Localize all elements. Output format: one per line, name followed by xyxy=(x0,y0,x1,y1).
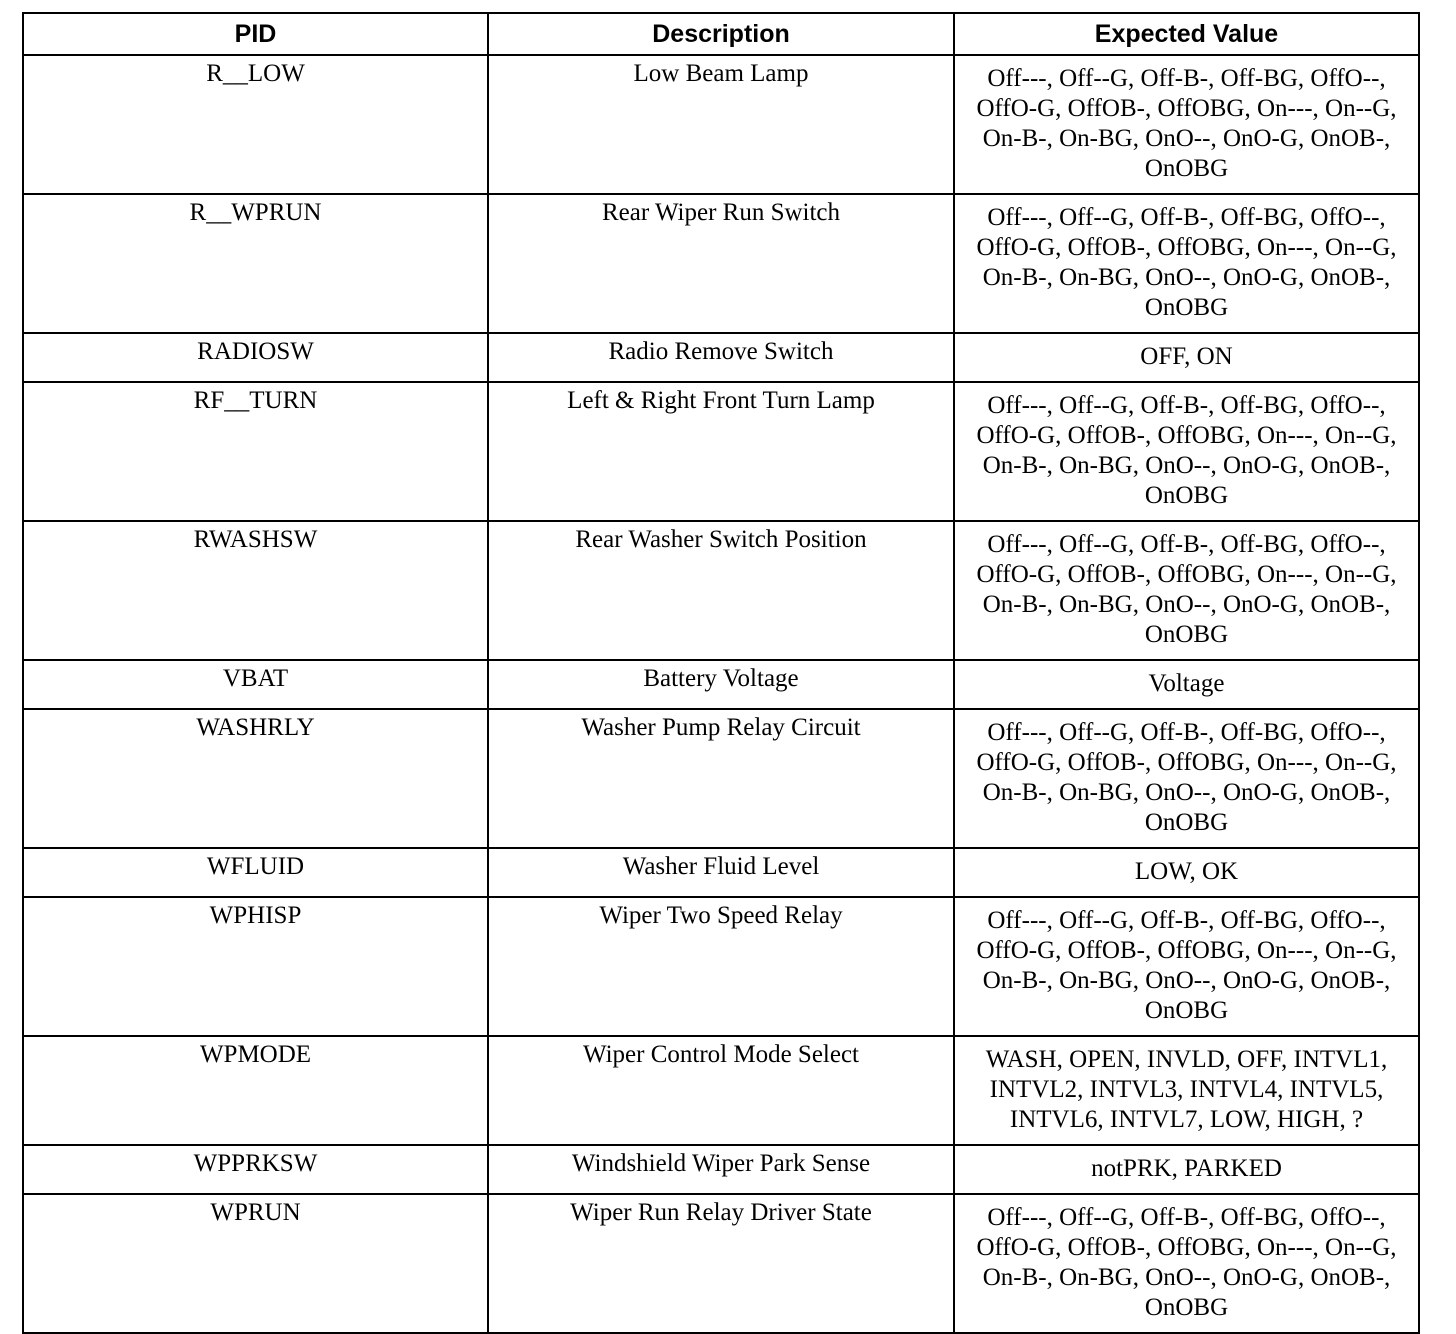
expected-value-cell: LOW, OK xyxy=(954,848,1419,897)
table-row xyxy=(23,55,1419,194)
expected-value-cell: WASH, OPEN, INVLD, OFF, INTVL1, INTVL2, INTVL3, INTVL4, INTVL5, INTVL6, INTVL7, LOW, HIGH, ? xyxy=(954,1036,1419,1145)
expected-value-cell: Off---, Off--G, Off-B-, Off-BG, OffO--, OffO-G, OffOB-, OffOBG, On---, On--G, On-B-, On-BG, OnO--, OnO-G, OnOB-, OnOBG xyxy=(954,194,1419,333)
header-row xyxy=(23,13,1419,55)
pid-cell: WPRUN xyxy=(23,1194,488,1333)
expected-value-cell: Off---, Off--G, Off-B-, Off-BG, OffO--, OffO-G, OffOB-, OffOBG, On---, On--G, On-B-, On-BG, OnO--, OnO-G, OnOB-, OnOBG xyxy=(954,897,1419,1036)
description-cell: Washer Pump Relay Circuit xyxy=(488,709,954,848)
pid-cell: VBAT xyxy=(23,660,488,709)
pid-table xyxy=(22,12,1420,1334)
pid-cell: WPPRKSW xyxy=(23,1145,488,1194)
description-cell: Radio Remove Switch xyxy=(488,333,954,382)
description-cell: Rear Wiper Run Switch xyxy=(488,194,954,333)
pid-cell: WFLUID xyxy=(23,848,488,897)
expected-value-cell: Off---, Off--G, Off-B-, Off-BG, OffO--, OffO-G, OffOB-, OffOBG, On---, On--G, On-B-, On-BG, OnO--, OnO-G, OnOB-, OnOBG xyxy=(954,55,1419,194)
description-cell: Windshield Wiper Park Sense xyxy=(488,1145,954,1194)
table-row xyxy=(23,333,1419,382)
table-row xyxy=(23,1145,1419,1194)
pid-cell: RF__TURN xyxy=(23,382,488,521)
description-cell: Left & Right Front Turn Lamp xyxy=(488,382,954,521)
description-cell: Wiper Two Speed Relay xyxy=(488,897,954,1036)
description-cell: Washer Fluid Level xyxy=(488,848,954,897)
header-pid: PID xyxy=(23,13,488,55)
table-row xyxy=(23,521,1419,660)
description-cell: Battery Voltage xyxy=(488,660,954,709)
expected-value-cell: Off---, Off--G, Off-B-, Off-BG, OffO--, OffO-G, OffOB-, OffOBG, On---, On--G, On-B-, On-BG, OnO--, OnO-G, OnOB-, OnOBG xyxy=(954,382,1419,521)
expected-value-cell: notPRK, PARKED xyxy=(954,1145,1419,1194)
description-cell: Rear Washer Switch Position xyxy=(488,521,954,660)
table-row xyxy=(23,897,1419,1036)
expected-value-cell: Off---, Off--G, Off-B-, Off-BG, OffO--, OffO-G, OffOB-, OffOBG, On---, On--G, On-B-, On-BG, OnO--, OnO-G, OnOB-, OnOBG xyxy=(954,1194,1419,1333)
table-row xyxy=(23,709,1419,848)
table-row xyxy=(23,194,1419,333)
pid-cell: R__WPRUN xyxy=(23,194,488,333)
pid-cell: RWASHSW xyxy=(23,521,488,660)
table-row xyxy=(23,1194,1419,1333)
header-description: Description xyxy=(488,13,954,55)
description-cell: Wiper Run Relay Driver State xyxy=(488,1194,954,1333)
expected-value-cell: Voltage xyxy=(954,660,1419,709)
table-row xyxy=(23,848,1419,897)
pid-cell: WPHISP xyxy=(23,897,488,1036)
pid-cell: R__LOW xyxy=(23,55,488,194)
pid-cell: WASHRLY xyxy=(23,709,488,848)
pid-cell: RADIOSW xyxy=(23,333,488,382)
expected-value-cell: Off---, Off--G, Off-B-, Off-BG, OffO--, OffO-G, OffOB-, OffOBG, On---, On--G, On-B-, On-BG, OnO--, OnO-G, OnOB-, OnOBG xyxy=(954,521,1419,660)
table-row xyxy=(23,660,1419,709)
description-cell: Wiper Control Mode Select xyxy=(488,1036,954,1145)
header-expected-value: Expected Value xyxy=(954,13,1419,55)
expected-value-cell: Off---, Off--G, Off-B-, Off-BG, OffO--, OffO-G, OffOB-, OffOBG, On---, On--G, On-B-, On-BG, OnO--, OnO-G, OnOB-, OnOBG xyxy=(954,709,1419,848)
table-row xyxy=(23,382,1419,521)
description-cell: Low Beam Lamp xyxy=(488,55,954,194)
pid-cell: WPMODE xyxy=(23,1036,488,1145)
expected-value-cell: OFF, ON xyxy=(954,333,1419,382)
table-row xyxy=(23,1036,1419,1145)
